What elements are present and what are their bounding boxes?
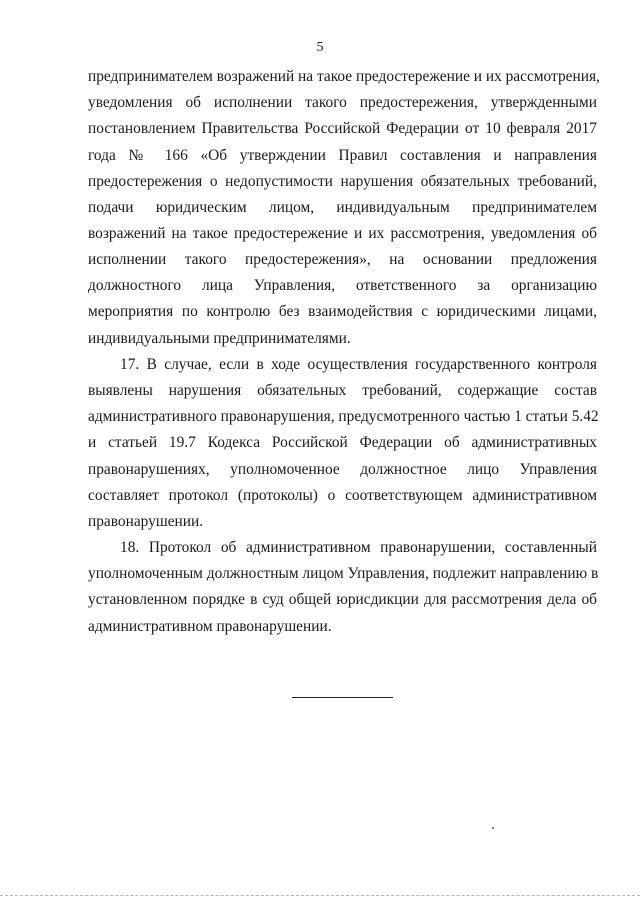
text-line: установленном порядке в суд общей юрисдикции для рассмотрения дела об <box>88 591 597 608</box>
text-line: и статьей 19.7 Кодекса Российской Федерации об административных <box>88 434 597 451</box>
text-line: составляет протокол (протоколы) о соответствующем административном <box>88 487 597 504</box>
text-line: подачи юридическим лицом, индивидуальным предпринимателем <box>88 199 597 216</box>
text-line: правонарушении. <box>88 513 204 530</box>
page-number: 5 <box>316 40 324 55</box>
text-line: мероприятия по контролю без взаимодействия с юридическими лицами, <box>88 303 597 320</box>
paragraph-18-first-line: 18. Протокол об административном правонарушении, составленный <box>120 539 597 556</box>
text-line: уведомления об исполнении такого предостережения, утвержденными <box>88 94 597 111</box>
text-line: должностного лица Управления, ответственного за организацию <box>88 277 597 294</box>
text-line: предпринимателем возражений на такое предостережение и их рассмотрения, <box>88 68 600 85</box>
text-line: правонарушениях, уполномоченное должностное лицо Управления <box>88 461 597 478</box>
text-line: индивидуальными предпринимателями. <box>88 330 351 347</box>
text-line: административном правонарушении. <box>88 618 332 635</box>
end-of-document-rule <box>292 697 393 698</box>
text-line: выявлены нарушения обязательных требований, содержащие состав <box>88 382 597 399</box>
text-line: предостережения о недопустимости нарушения обязательных требований, <box>88 173 597 190</box>
paragraph-17-first-line: 17. В случае, если в ходе осуществления государственного контроля <box>120 356 597 373</box>
scan-bottom-edge <box>0 895 640 896</box>
text-line: года № 166 «Об утверждении Правил составления и направления <box>88 147 597 164</box>
scan-speck <box>492 827 494 829</box>
text-line: административного правонарушения, предусмотренного частью 1 статьи 5.42 <box>88 408 599 425</box>
text-line: исполнении такого предостережения», на основании предложения <box>88 251 597 268</box>
text-line: уполномоченным должностным лицом Управления, подлежит направлению в <box>88 565 599 582</box>
text-line: возражений на такое предостережение и их рассмотрения, уведомления об <box>88 225 597 242</box>
text-line: постановлением Правительства Российской Федерации от 10 февраля 2017 <box>88 120 597 137</box>
